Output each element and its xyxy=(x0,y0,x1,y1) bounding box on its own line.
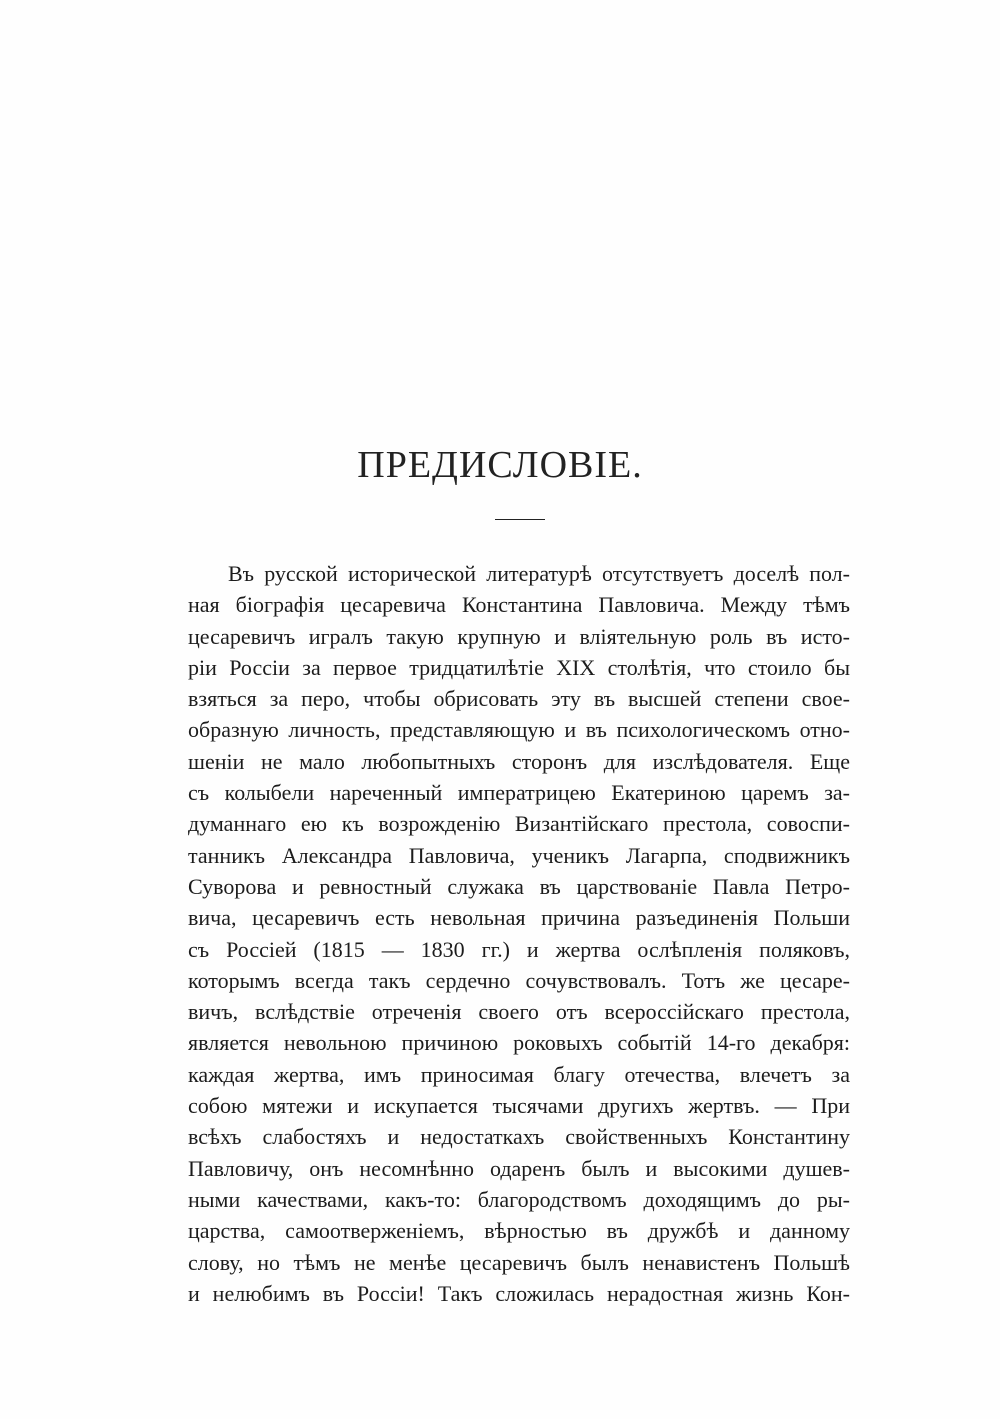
text-line: думаннаго ею къ возрожденію Византійскаго престола, совоспи- xyxy=(188,811,850,837)
text-line: которымъ всегда такъ сердечно сочувствовалъ. Тотъ же цесаре- xyxy=(188,967,850,993)
text-line: ріи Россіи за первое тридцатилѣтіе XIX столѣтія, что стоило бы xyxy=(188,654,850,680)
body-text xyxy=(188,558,850,1309)
page-title: ПРЕДИСЛОВІЕ. xyxy=(357,444,643,486)
text-line: взяться за перо, чтобы обрисовать эту въ высшей степени свое- xyxy=(188,686,850,712)
text-line: шеніи не мало любопытныхъ сторонъ для изслѣдователя. Еще xyxy=(188,748,850,774)
text-line: танникъ Александра Павловича, ученикъ Лагарпа, сподвижникъ xyxy=(188,842,850,868)
text-line: Суворова и ревностный служака въ царствованіе Павла Петро- xyxy=(188,873,850,899)
text-line: вичъ, вслѣдствіе отреченія своего отъ всероссійскаго престола, xyxy=(188,999,850,1025)
text-line: ными качествами, какъ-то: благородствомъ доходящимъ до ры- xyxy=(188,1186,850,1212)
text-line: ная біографія цесаревича Константина Павловича. Между тѣмъ xyxy=(188,592,850,618)
text-line: цесаревичъ игралъ такую крупную и вліятельную роль въ исто- xyxy=(188,623,850,649)
text-line: образную личность, представляющую и въ психологическомъ отно- xyxy=(188,717,850,743)
text-line: съ колыбели нареченный императрицею Екатериною царемъ за- xyxy=(188,780,850,806)
text-line: Въ русской исторической литературѣ отсутствуетъ доселѣ пол- xyxy=(228,561,850,586)
text-line: съ Россіей (1815 — 1830 гг.) и жертва ослѣпленія поляковъ, xyxy=(188,936,850,962)
text-line: собою мятежи и искупается тысячами другихъ жертвъ. — При xyxy=(188,1093,850,1119)
text-line: царства, самоотверженіемъ, вѣрностью въ дружбѣ и данному xyxy=(188,1218,850,1244)
text-line: и нелюбимъ въ Россіи! Такъ сложилась нерадостная жизнь Кон- xyxy=(188,1280,850,1306)
text-line: каждая жертва, имъ приносимая благу отечества, влечетъ за xyxy=(188,1061,850,1087)
text-line: является невольною причиною роковыхъ событій 14-го декабря: xyxy=(188,1030,850,1056)
title-divider xyxy=(495,519,545,520)
text-line: Павловичу, онъ несомнѣнно одаренъ былъ и высокими душев- xyxy=(188,1155,850,1181)
text-line: всѣхъ слабостяхъ и недостаткахъ свойственныхъ Константину xyxy=(188,1124,850,1150)
text-line: слову, но тѣмъ не менѣе цесаревичъ былъ ненавистенъ Польшѣ xyxy=(188,1249,850,1275)
text-line: вича, цесаревичъ есть невольная причина разъединенія Польши xyxy=(188,905,850,931)
